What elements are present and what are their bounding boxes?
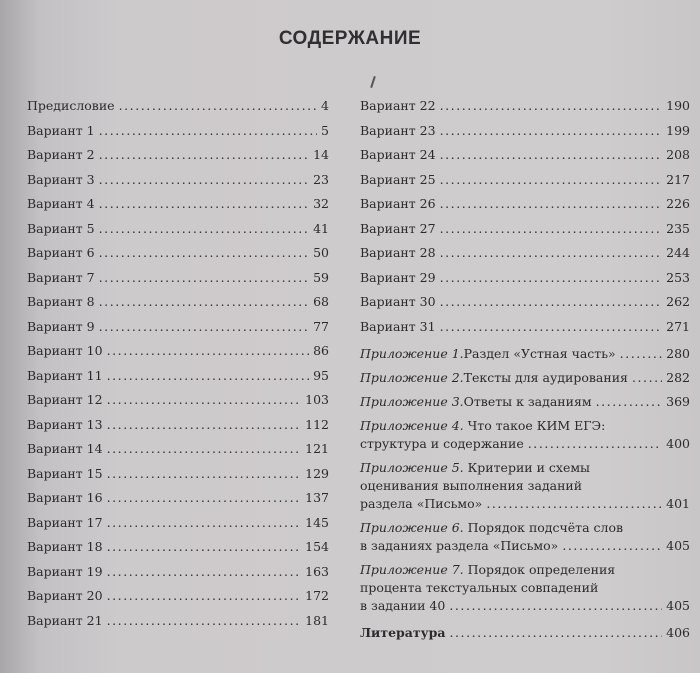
entry-page: 163 <box>305 563 329 579</box>
appendix-title-line: Раздел «Устная часть» <box>463 346 616 361</box>
appendix-title-line: в заданиях раздела «Письмо» <box>360 538 559 553</box>
toc-entry <box>27 486 329 511</box>
entry-label: Вариант 27 <box>360 220 436 236</box>
leader-dots <box>440 241 663 266</box>
leader-dots <box>107 584 302 609</box>
leader-dots <box>99 266 309 291</box>
leader-dots <box>119 94 317 119</box>
leader-dots <box>99 143 309 168</box>
entry-page: 4 <box>321 98 329 113</box>
entry-page: 190 <box>666 98 690 113</box>
toc-appendix-entry <box>360 561 690 615</box>
toc-right-column <box>360 94 690 646</box>
toc-entry <box>27 511 329 536</box>
leader-dots <box>440 315 663 340</box>
leader-dots <box>440 192 663 217</box>
leader-dots <box>440 94 663 119</box>
appendix-title-line: Порядок определения <box>467 562 616 577</box>
toc-entry <box>360 168 690 193</box>
entry-page: 103 <box>305 392 329 407</box>
toc-entry <box>360 241 690 266</box>
entry-label: Вариант 11 <box>27 367 103 383</box>
entry-page: 405 <box>666 538 690 553</box>
leader-dots <box>107 339 310 364</box>
leader-dots <box>440 290 663 315</box>
toc-appendix-entry <box>360 345 690 363</box>
entry-label: Вариант 1 <box>27 122 95 138</box>
toc-entry <box>27 560 329 585</box>
leader-dots <box>107 609 302 634</box>
appendix-prefix: Приложение 3. <box>360 394 464 409</box>
toc-entry <box>27 388 329 413</box>
entry-label: Вариант 23 <box>360 122 436 138</box>
entry-page: 181 <box>305 612 329 628</box>
entry-label: Вариант 4 <box>27 196 95 211</box>
leader-dots <box>107 486 302 511</box>
toc-entry <box>27 584 329 609</box>
leader-dots <box>528 435 662 453</box>
entry-label: Вариант 25 <box>360 171 436 187</box>
entry-label: Вариант 26 <box>360 196 436 211</box>
entry-label: Вариант 21 <box>27 612 103 628</box>
entry-label: Предисловие <box>27 98 115 113</box>
entry-label: Вариант 20 <box>27 588 103 603</box>
leader-dots <box>440 168 663 193</box>
toc-entry <box>27 315 329 340</box>
entry-label: Вариант 22 <box>360 98 436 113</box>
leader-dots <box>440 217 663 242</box>
leader-dots <box>107 413 302 438</box>
entry-page: 405 <box>666 598 690 613</box>
entry-label: Вариант 2 <box>27 147 95 162</box>
toc-entry <box>27 94 329 119</box>
entry-label: Вариант 17 <box>27 514 103 530</box>
leader-dots <box>99 241 309 266</box>
entry-page: 145 <box>305 514 329 530</box>
toc-entry <box>27 217 329 242</box>
appendix-title-line: раздела «Письмо» <box>360 496 483 511</box>
appendix-title-line: Критерии и схемы <box>467 460 591 475</box>
entry-page: 400 <box>666 436 690 451</box>
entry-page: 112 <box>305 416 329 432</box>
entry-page: 244 <box>666 245 690 260</box>
entry-page: 59 <box>313 269 329 285</box>
toc-entry <box>27 609 329 634</box>
appendix-prefix: Приложение 1. <box>360 346 464 361</box>
entry-label: Вариант 24 <box>360 147 436 162</box>
leader-dots <box>107 437 302 462</box>
appendix-prefix: Приложение 5. <box>360 460 464 475</box>
toc-entry <box>27 241 329 266</box>
entry-label: Вариант 18 <box>27 539 103 554</box>
toc-entry <box>27 290 329 315</box>
entry-label: Вариант 8 <box>27 294 95 309</box>
appendix-title-line: Что такое КИМ ЕГЭ: <box>467 418 606 433</box>
entry-label: Вариант 6 <box>27 245 95 260</box>
toc-appendix-entry <box>360 459 690 513</box>
entry-page: 235 <box>666 220 690 236</box>
toc-entry <box>27 168 329 193</box>
leader-dots <box>440 119 663 144</box>
toc-entry <box>360 192 690 217</box>
leader-dots <box>632 369 662 387</box>
entry-label: Вариант 28 <box>360 245 436 260</box>
leader-dots <box>99 192 309 217</box>
leader-dots <box>99 119 317 144</box>
toc-entry <box>360 94 690 119</box>
entry-label: Вариант 13 <box>27 416 103 432</box>
toc-entry <box>360 266 690 291</box>
entry-page: 95 <box>313 367 329 383</box>
entry-page: 5 <box>321 122 329 138</box>
leader-dots <box>449 597 662 615</box>
leader-dots <box>107 462 302 487</box>
leader-dots <box>620 345 662 363</box>
entry-label: Вариант 16 <box>27 490 103 505</box>
entry-page: 77 <box>313 318 329 334</box>
leader-dots <box>562 537 662 555</box>
entry-page: 50 <box>313 245 329 260</box>
appendix-title-line: Порядок подсчёта слов <box>467 520 624 535</box>
leader-dots <box>596 393 663 411</box>
toc-entry <box>27 119 329 144</box>
toc-appendix-entry <box>360 519 690 555</box>
appendix-title-line: Тексты для аудирования <box>463 370 628 385</box>
toc-appendix-entry <box>360 417 690 453</box>
toc-appendix-entry <box>360 369 690 387</box>
entry-page: 280 <box>666 346 690 361</box>
entry-label: Вариант 29 <box>360 269 436 285</box>
entry-label: Вариант 10 <box>27 343 103 358</box>
entry-page: 262 <box>666 294 690 309</box>
pen-mark <box>370 76 376 88</box>
entry-label: Вариант 30 <box>360 294 436 309</box>
toc-entry <box>360 143 690 168</box>
toc-left-column <box>27 94 329 633</box>
entry-page: 14 <box>313 147 329 162</box>
entry-page: 32 <box>313 196 329 211</box>
entry-page: 137 <box>305 490 329 505</box>
entry-page: 86 <box>313 343 329 358</box>
appendix-prefix: Приложение 7. <box>360 562 464 577</box>
toc-appendix-entry <box>360 393 690 411</box>
appendix-title-line: Ответы к заданиям <box>463 394 592 409</box>
entry-page: 253 <box>666 269 690 285</box>
entry-page: 199 <box>666 122 690 138</box>
toc-entry <box>27 462 329 487</box>
leader-dots <box>99 290 309 315</box>
entry-page: 172 <box>305 588 329 603</box>
entry-label: Вариант 12 <box>27 392 103 407</box>
toc-entry <box>27 339 329 364</box>
entry-label: Вариант 14 <box>27 441 103 456</box>
entry-label: Вариант 3 <box>27 171 95 187</box>
leader-dots <box>99 168 309 193</box>
entry-page: 282 <box>666 370 690 385</box>
entry-label: Вариант 19 <box>27 563 103 579</box>
leader-dots <box>99 217 309 242</box>
entry-label: Вариант 5 <box>27 220 95 236</box>
leader-dots <box>440 143 663 168</box>
toc-entry <box>27 535 329 560</box>
entry-page: 226 <box>666 196 690 211</box>
appendix-title-line: в задании 40 <box>360 598 446 613</box>
leader-dots <box>99 315 309 340</box>
toc-entry <box>360 119 690 144</box>
entry-page: 369 <box>666 394 690 409</box>
entry-label: Вариант 7 <box>27 269 95 285</box>
appendix-title-line: процента текстуальных совпадений <box>360 580 599 595</box>
toc-entry <box>27 364 329 389</box>
entry-page: 68 <box>313 294 329 309</box>
entry-label: Вариант 15 <box>27 465 103 481</box>
leader-dots <box>107 535 302 560</box>
toc-entry <box>360 217 690 242</box>
entry-page: 23 <box>313 171 329 187</box>
entry-page: 121 <box>305 441 329 456</box>
appendix-prefix: Приложение 2. <box>360 370 464 385</box>
toc-entry <box>27 437 329 462</box>
entry-page: 208 <box>666 147 690 162</box>
leader-dots <box>449 621 662 646</box>
appendix-prefix: Приложение 4. <box>360 418 464 433</box>
toc-entry <box>27 143 329 168</box>
toc-literature <box>360 621 690 646</box>
entry-page: 129 <box>305 465 329 481</box>
toc-entry <box>360 290 690 315</box>
page-title: СОДЕРЖАНИЕ <box>278 28 422 49</box>
appendix-prefix: Приложение 6. <box>360 520 464 535</box>
entry-page: 401 <box>666 496 690 511</box>
appendix-title-line: структура и содержание <box>360 436 524 451</box>
entry-page: 154 <box>305 539 329 554</box>
entry-label: Литература <box>360 625 446 640</box>
toc-entry <box>27 266 329 291</box>
entry-page: 406 <box>666 625 690 640</box>
toc-entry <box>27 192 329 217</box>
leader-dots <box>486 495 662 513</box>
toc-entry <box>360 315 690 340</box>
entry-label: Вариант 31 <box>360 318 436 334</box>
toc-entry <box>27 413 329 438</box>
leader-dots <box>440 266 663 291</box>
leader-dots <box>107 364 310 389</box>
appendix-title-line: оценивания выполнения заданий <box>360 478 583 493</box>
leader-dots <box>107 560 302 585</box>
entry-label: Вариант 9 <box>27 318 95 334</box>
entry-page: 41 <box>313 220 329 236</box>
leader-dots <box>107 511 302 536</box>
leader-dots <box>107 388 302 413</box>
entry-page: 217 <box>666 171 690 187</box>
entry-page: 271 <box>666 318 690 334</box>
